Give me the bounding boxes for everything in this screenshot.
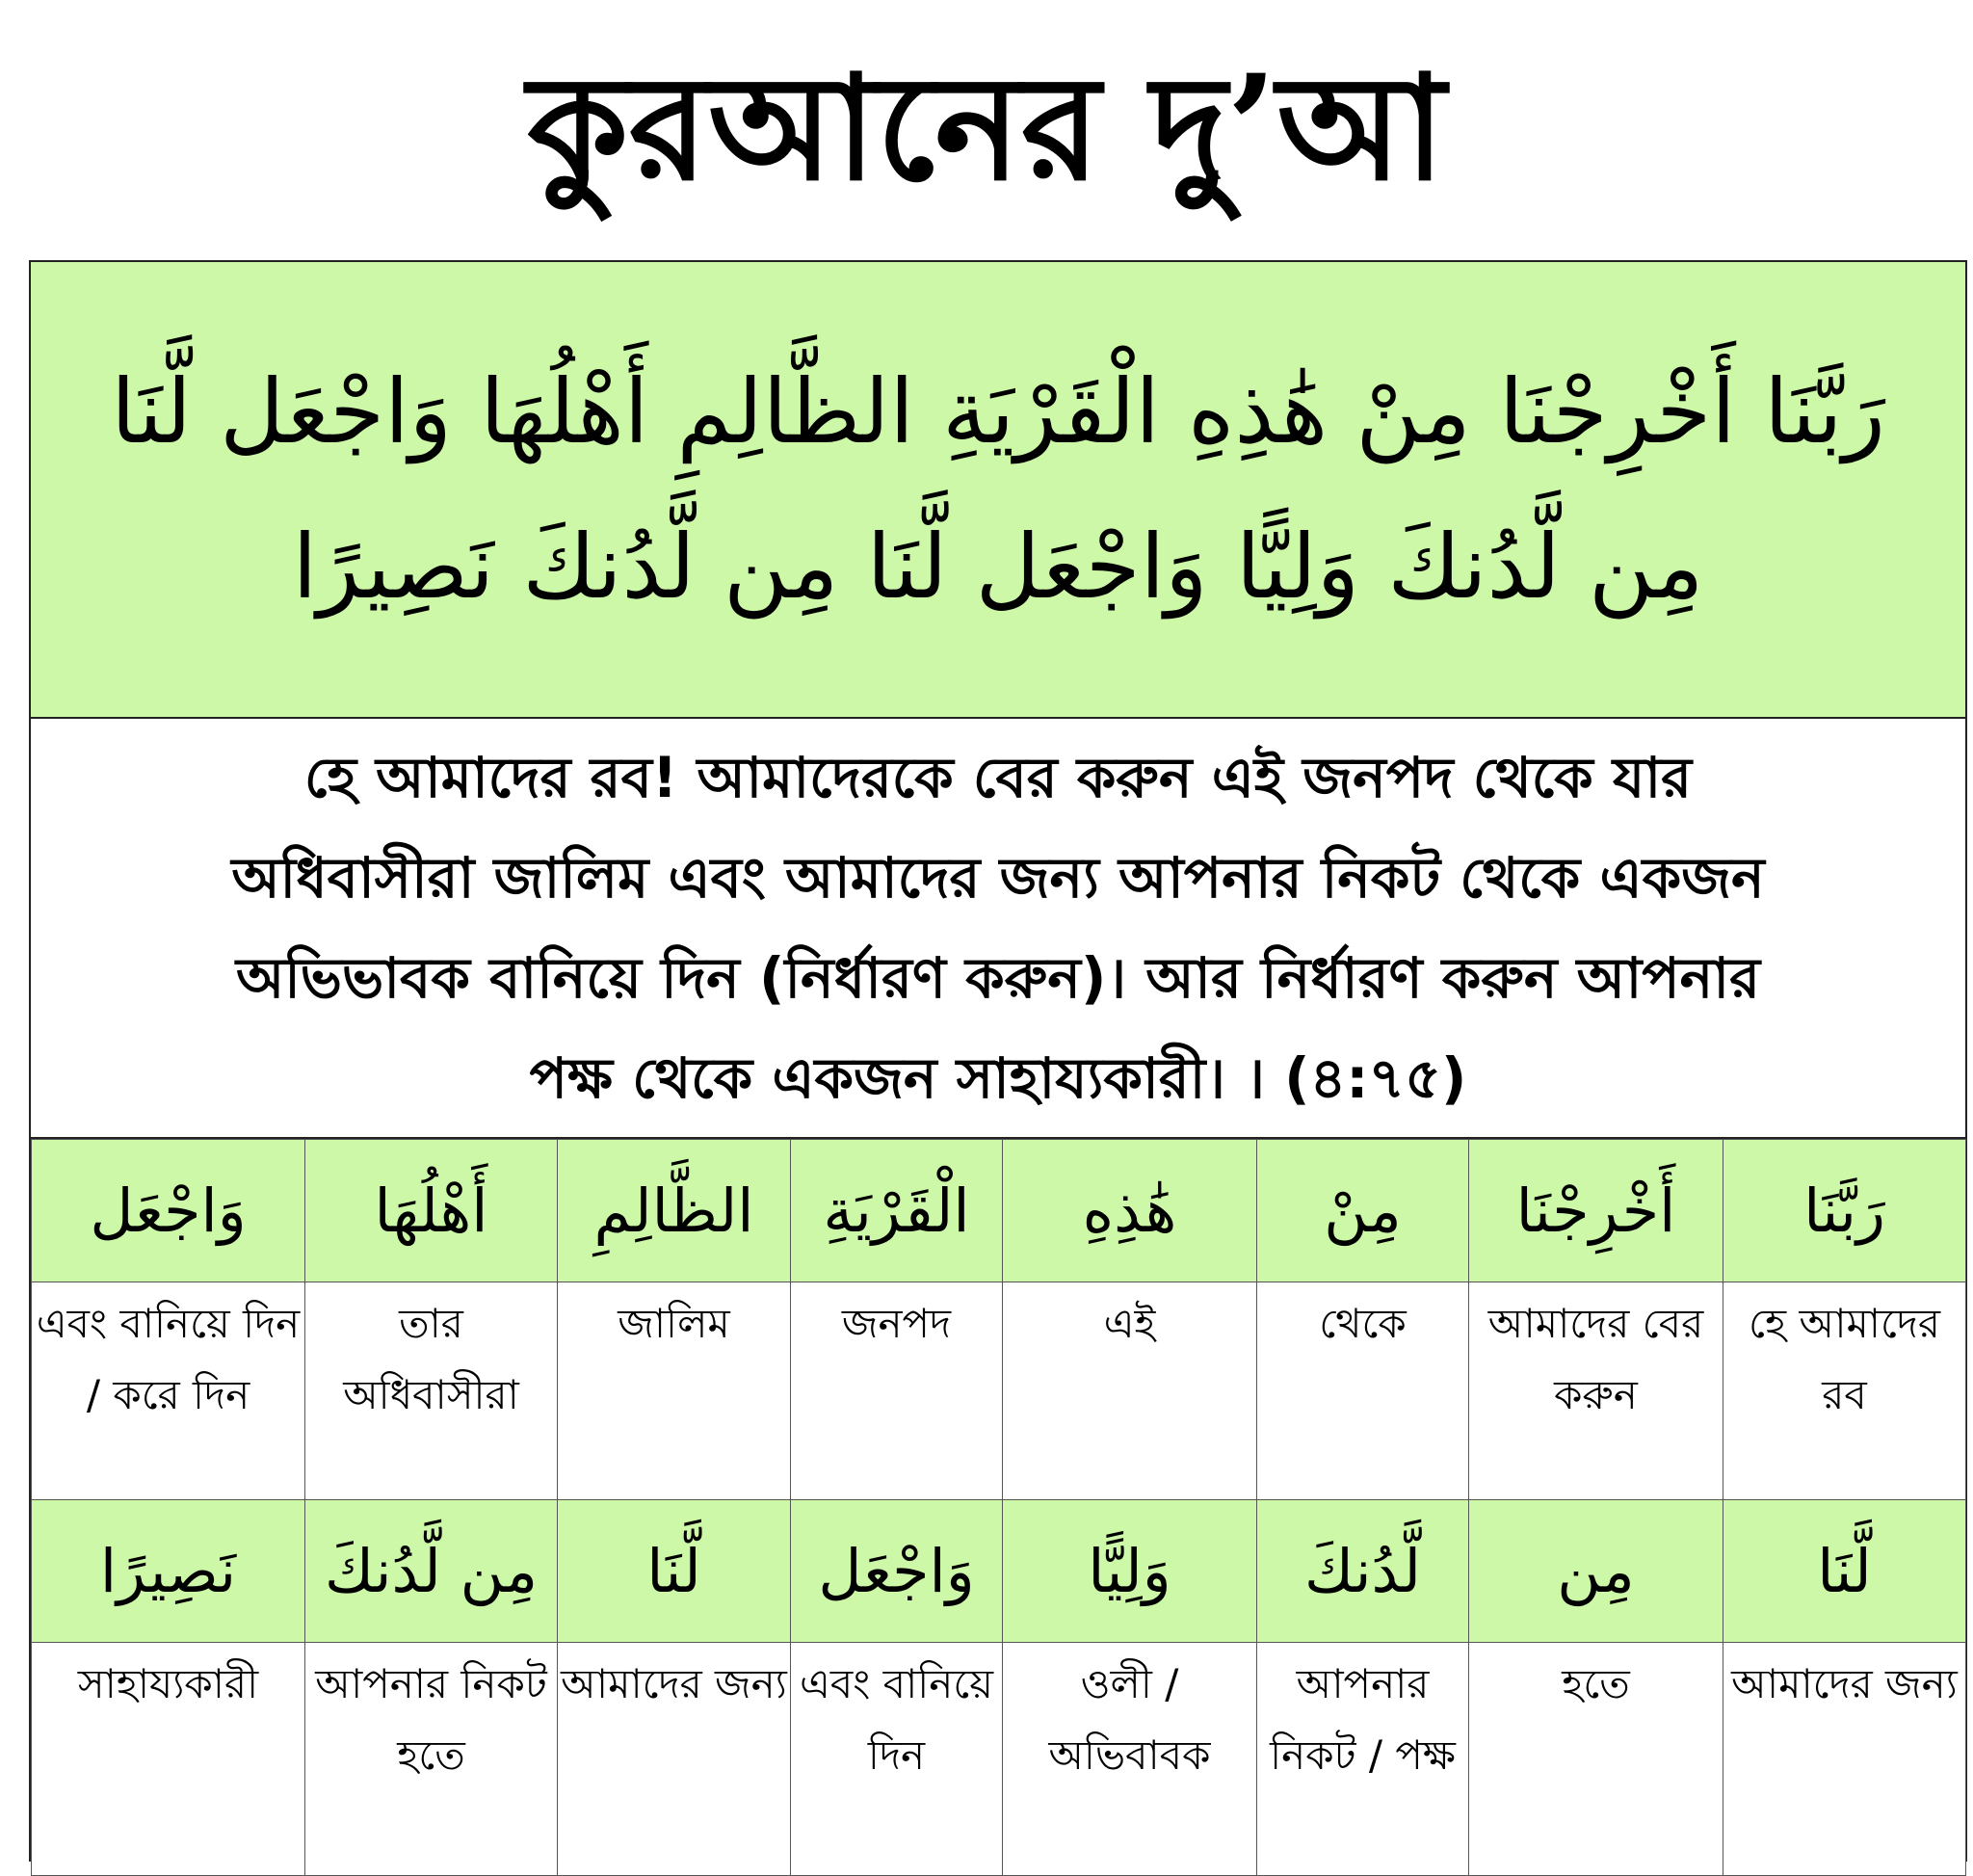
translation-line-4: পক্ষ থেকে একজন সাহায্যকারী। । (৪:৭৫) <box>529 1045 1467 1111</box>
arabic-word-cell: وَاجْعَل <box>32 1140 305 1282</box>
bangla-meaning-cell: আমাদের বের করুন <box>1469 1282 1723 1500</box>
arabic-verse-line-2: مِن لَّدُنكَ وَلِيًّا وَاجْعَل لَّنَا مِن لَّدُنكَ نَصِيرًا <box>292 515 1704 619</box>
bangla-meaning-cell: হতে <box>1469 1643 1723 1876</box>
page-title: কুরআনের দু’আ <box>527 42 1446 213</box>
bangla-meaning-cell: তার অধিবাসীরা <box>305 1282 558 1500</box>
bangla-meaning-cell: আমাদের জন্য <box>558 1643 791 1876</box>
bangla-meaning-cell: আমাদের জন্য <box>1723 1643 1966 1876</box>
arabic-word-cell: أَخْرِجْنَا <box>1469 1140 1723 1282</box>
arabic-word-cell: الظَّالِمِ <box>558 1140 791 1282</box>
bangla-meaning-cell: জালিম <box>558 1282 791 1500</box>
arabic-word-cell: نَصِيرًا <box>32 1500 305 1643</box>
bangla-meaning-cell: এবং বানিয়ে দিন / করে দিন <box>32 1282 305 1500</box>
arabic-word-cell: الْقَرْيَةِ <box>791 1140 1003 1282</box>
arabic-words-row-1 <box>32 1140 1966 1282</box>
bangla-meaning-cell: আপনার নিকট / পক্ষ <box>1257 1643 1469 1876</box>
bangla-meaning-cell: থেকে <box>1257 1282 1469 1500</box>
bangla-meaning-cell: ওলী / অভিবাবক <box>1003 1643 1257 1876</box>
arabic-word-cell: لَّدُنكَ <box>1257 1500 1469 1643</box>
bangla-meaning-cell: হে আমাদের রব <box>1723 1282 1966 1500</box>
arabic-word-cell: مِن لَّدُنكَ <box>305 1500 558 1643</box>
bangla-meaning-cell: আপনার নিকট হতে <box>305 1643 558 1876</box>
translation-block <box>31 719 1965 1139</box>
bangla-meanings-row-2 <box>32 1643 1966 1876</box>
arabic-word-cell: وَاجْعَل <box>791 1500 1003 1643</box>
bangla-meaning-cell: সাহায্যকারী <box>32 1643 305 1876</box>
arabic-word-cell: وَلِيًّا <box>1003 1500 1257 1643</box>
arabic-word-cell: لَّنَا <box>558 1500 791 1643</box>
arabic-word-cell: مِن <box>1469 1500 1723 1643</box>
arabic-word-cell: لَّنَا <box>1723 1500 1966 1643</box>
translation-line-3: অভিভাবক বানিয়ে দিন (নির্ধারণ করুন)। আর নির্ধারণ করুন আপনার <box>235 945 1761 1011</box>
translation-line-2: অধিবাসীরা জালিম এবং আমাদের জন্য আপনার নিকট থেকে একজন <box>231 845 1765 911</box>
bangla-meanings-row-1 <box>32 1282 1966 1500</box>
dua-panel <box>29 260 1967 1862</box>
arabic-verse-block <box>31 262 1965 719</box>
arabic-word-cell: مِنْ <box>1257 1140 1469 1282</box>
bangla-meaning-cell: জনপদ <box>791 1282 1003 1500</box>
arabic-word-cell: أَهْلُهَا <box>305 1140 558 1282</box>
translation-line-1: হে আমাদের রব! আমাদেরকে বের করুন এই জনপদ থেকে যার <box>303 745 1693 810</box>
bangla-meaning-cell: এই <box>1003 1282 1257 1500</box>
word-by-word-table <box>31 1139 1966 1876</box>
bangla-meaning-cell: এবং বানিয়ে দিন <box>791 1643 1003 1876</box>
arabic-verse-line-1: رَبَّنَا أَخْرِجْنَا مِنْ هَٰذِهِ الْقَرْيَةِ الظَّالِمِ أَهْلُهَا وَاجْعَل لَّنَا <box>111 360 1885 463</box>
arabic-words-row-2 <box>32 1500 1966 1643</box>
arabic-word-cell: رَبَّنَا <box>1723 1140 1966 1282</box>
arabic-word-cell: هَٰذِهِ <box>1003 1140 1257 1282</box>
